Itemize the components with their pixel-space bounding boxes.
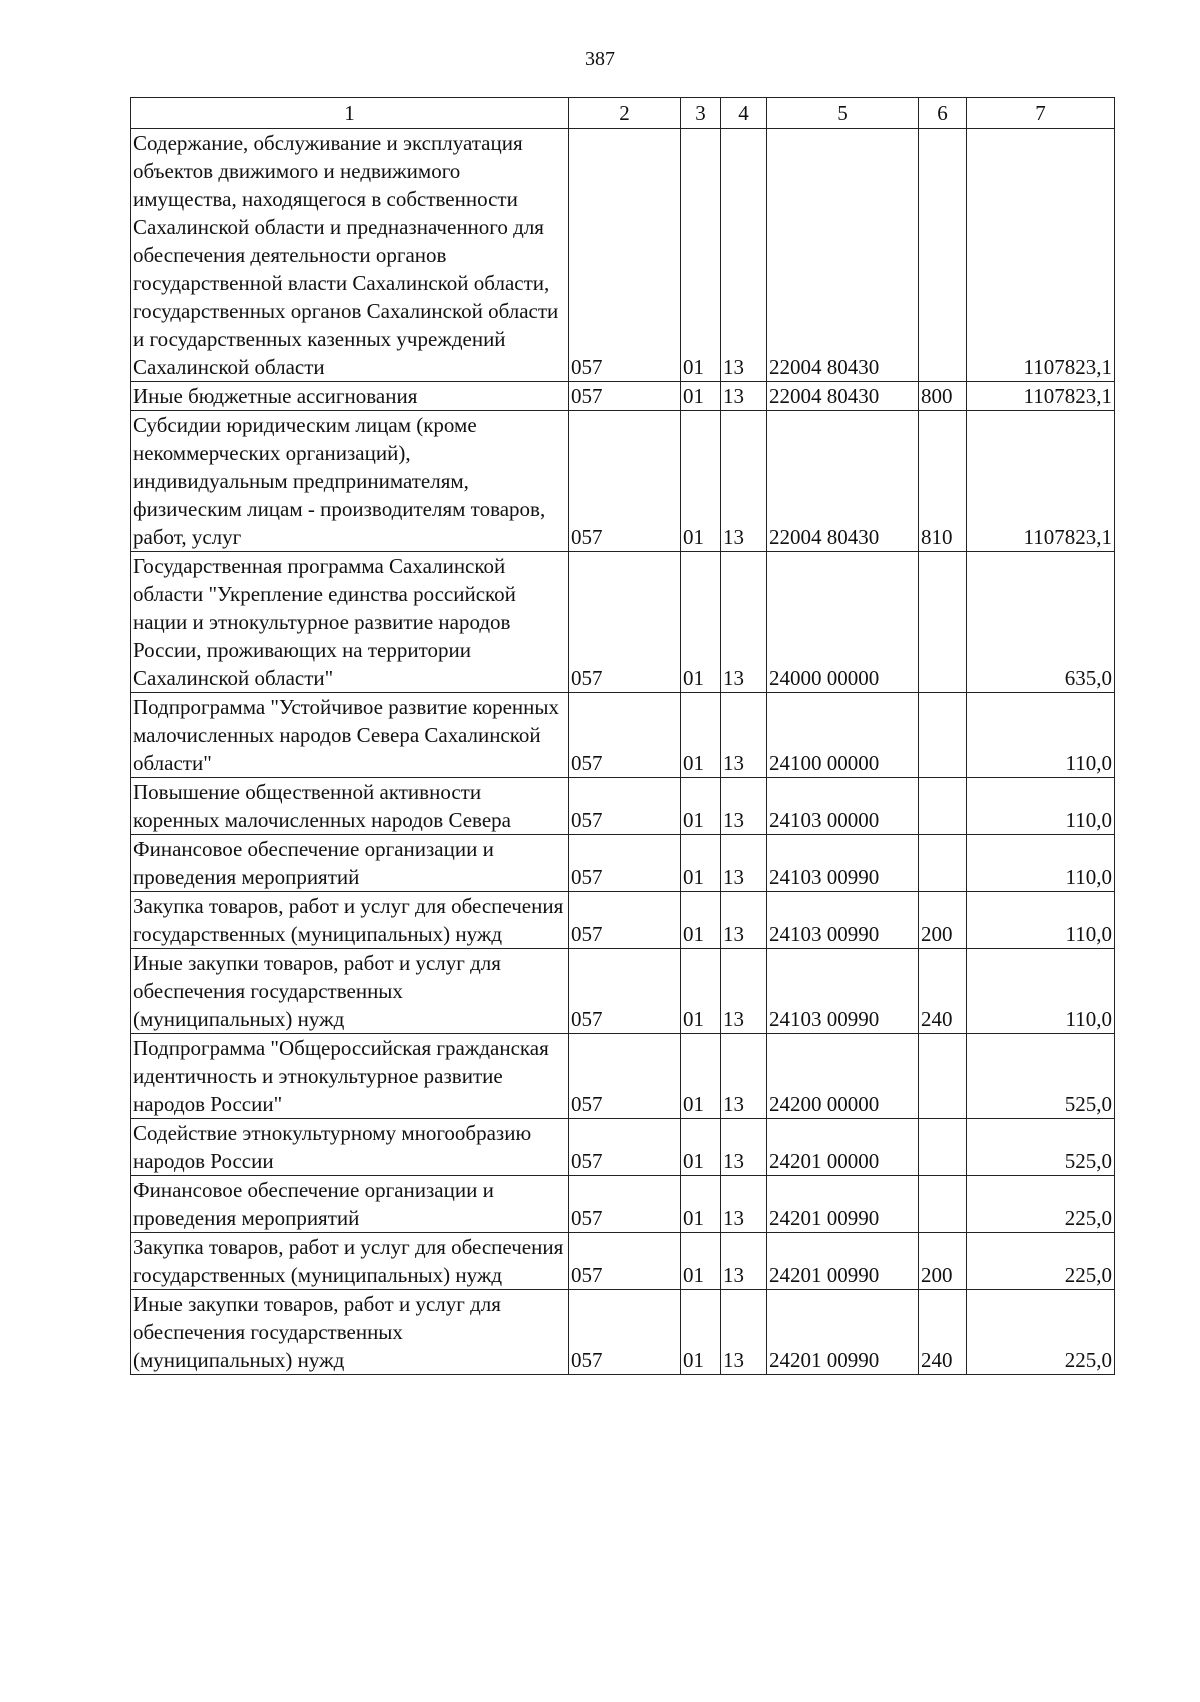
row-expense-type-cell: 810 — [919, 411, 967, 552]
row-amount-cell: 225,0 — [967, 1176, 1115, 1233]
row-expense-type-cell — [919, 129, 967, 382]
row-grbs-cell: 057 — [569, 552, 681, 693]
row-grbs-cell: 057 — [569, 778, 681, 835]
row-amount-cell: 110,0 — [967, 835, 1115, 892]
row-target-code-cell: 24201 00990 — [767, 1233, 919, 1290]
table-row — [131, 1176, 1115, 1233]
row-grbs-cell: 057 — [569, 693, 681, 778]
row-section-cell: 01 — [681, 129, 721, 382]
row-target-code-cell: 24103 00000 — [767, 778, 919, 835]
table-row — [131, 552, 1115, 693]
table-header-row — [131, 98, 1115, 129]
row-target-code-cell: 24000 00000 — [767, 552, 919, 693]
row-section-cell: 01 — [681, 1176, 721, 1233]
row-amount-cell: 225,0 — [967, 1233, 1115, 1290]
row-subsection-cell: 13 — [721, 949, 767, 1034]
row-grbs-cell: 057 — [569, 129, 681, 382]
row-name-cell: Иные закупки товаров, работ и услуг для обеспечения государственных (муниципальных) нужд — [131, 949, 569, 1034]
row-name-cell: Иные бюджетные ассигнования — [131, 382, 569, 411]
row-section-cell: 01 — [681, 1290, 721, 1375]
row-expense-type-cell — [919, 778, 967, 835]
row-target-code-cell: 24201 00990 — [767, 1290, 919, 1375]
row-subsection-cell: 13 — [721, 835, 767, 892]
row-name-cell: Подпрограмма "Общероссийская гражданская идентичность и этнокультурное развитие народов России" — [131, 1034, 569, 1119]
row-name-cell: Государственная программа Сахалинской области "Укрепление единства российской нации и этнокультурное развитие народов России, проживающих на территории Сахалинской области" — [131, 552, 569, 693]
row-target-code-cell: 24103 00990 — [767, 835, 919, 892]
row-name-cell: Содействие этнокультурному многообразию народов России — [131, 1119, 569, 1176]
row-amount-cell: 1107823,1 — [967, 129, 1115, 382]
table-row — [131, 949, 1115, 1034]
row-target-code-cell: 24100 00000 — [767, 693, 919, 778]
row-amount-cell: 1107823,1 — [967, 411, 1115, 552]
row-target-code-cell: 24103 00990 — [767, 949, 919, 1034]
row-expense-type-cell — [919, 552, 967, 693]
row-expense-type-cell: 240 — [919, 1290, 967, 1375]
row-grbs-cell: 057 — [569, 1290, 681, 1375]
row-amount-cell: 110,0 — [967, 778, 1115, 835]
table-row — [131, 835, 1115, 892]
row-amount-cell: 635,0 — [967, 552, 1115, 693]
row-section-cell: 01 — [681, 411, 721, 552]
row-section-cell: 01 — [681, 1034, 721, 1119]
row-name-cell: Подпрограмма "Устойчивое развитие коренных малочисленных народов Севера Сахалинской области" — [131, 693, 569, 778]
row-grbs-cell: 057 — [569, 1119, 681, 1176]
row-section-cell: 01 — [681, 1119, 721, 1176]
row-section-cell: 01 — [681, 693, 721, 778]
row-subsection-cell: 13 — [721, 693, 767, 778]
row-name-cell: Субсидии юридическим лицам (кроме некоммерческих организаций), индивидуальным предпринимателям, физическим лицам - производителям товаров, работ, услуг — [131, 411, 569, 552]
row-name-cell: Финансовое обеспечение организации и проведения мероприятий — [131, 1176, 569, 1233]
table-row — [131, 693, 1115, 778]
row-target-code-cell: 24201 00000 — [767, 1119, 919, 1176]
row-subsection-cell: 13 — [721, 778, 767, 835]
row-name-cell: Иные закупки товаров, работ и услуг для обеспечения государственных (муниципальных) нужд — [131, 1290, 569, 1375]
row-section-cell: 01 — [681, 1233, 721, 1290]
row-target-code-cell: 24103 00990 — [767, 892, 919, 949]
table-row — [131, 411, 1115, 552]
row-target-code-cell: 22004 80430 — [767, 382, 919, 411]
row-subsection-cell: 13 — [721, 892, 767, 949]
row-target-code-cell: 24201 00990 — [767, 1176, 919, 1233]
row-subsection-cell: 13 — [721, 1233, 767, 1290]
table-row — [131, 1233, 1115, 1290]
row-section-cell: 01 — [681, 778, 721, 835]
row-amount-cell: 525,0 — [967, 1034, 1115, 1119]
table-body — [131, 129, 1115, 1375]
row-target-code-cell: 22004 80430 — [767, 411, 919, 552]
row-section-cell: 01 — [681, 552, 721, 693]
row-section-cell: 01 — [681, 835, 721, 892]
row-subsection-cell: 13 — [721, 1034, 767, 1119]
column-header: 2 — [569, 98, 681, 129]
row-expense-type-cell — [919, 1176, 967, 1233]
table-row — [131, 1034, 1115, 1119]
row-name-cell: Повышение общественной активности коренных малочисленных народов Севера — [131, 778, 569, 835]
table-row — [131, 1290, 1115, 1375]
row-grbs-cell: 057 — [569, 1233, 681, 1290]
row-expense-type-cell — [919, 835, 967, 892]
row-expense-type-cell — [919, 1119, 967, 1176]
row-target-code-cell: 24200 00000 — [767, 1034, 919, 1119]
row-grbs-cell: 057 — [569, 1034, 681, 1119]
row-amount-cell: 225,0 — [967, 1290, 1115, 1375]
column-header: 5 — [767, 98, 919, 129]
row-target-code-cell: 22004 80430 — [767, 129, 919, 382]
row-name-cell: Финансовое обеспечение организации и проведения мероприятий — [131, 835, 569, 892]
row-amount-cell: 110,0 — [967, 892, 1115, 949]
table-row — [131, 1119, 1115, 1176]
row-name-cell: Закупка товаров, работ и услуг для обеспечения государственных (муниципальных) нужд — [131, 892, 569, 949]
row-grbs-cell: 057 — [569, 892, 681, 949]
row-expense-type-cell: 240 — [919, 949, 967, 1034]
table-row — [131, 892, 1115, 949]
row-grbs-cell: 057 — [569, 411, 681, 552]
row-name-cell: Содержание, обслуживание и эксплуатация объектов движимого и недвижимого имущества, находящегося в собственности Сахалинской области и предназначенного для обеспечения деятельности органов государственной власти Сахалинской области, государственных органов Сахалинской области и государственных казенных учреждений Сахалинской области — [131, 129, 569, 382]
row-expense-type-cell: 800 — [919, 382, 967, 411]
row-grbs-cell: 057 — [569, 382, 681, 411]
column-header: 4 — [721, 98, 767, 129]
row-expense-type-cell — [919, 1034, 967, 1119]
row-section-cell: 01 — [681, 382, 721, 411]
row-amount-cell: 110,0 — [967, 693, 1115, 778]
row-grbs-cell: 057 — [569, 949, 681, 1034]
row-name-cell: Закупка товаров, работ и услуг для обеспечения государственных (муниципальных) нужд — [131, 1233, 569, 1290]
column-header: 6 — [919, 98, 967, 129]
row-subsection-cell: 13 — [721, 411, 767, 552]
page-number: 387 — [585, 48, 615, 70]
row-expense-type-cell: 200 — [919, 1233, 967, 1290]
row-expense-type-cell: 200 — [919, 892, 967, 949]
row-amount-cell: 1107823,1 — [967, 382, 1115, 411]
row-subsection-cell: 13 — [721, 382, 767, 411]
row-expense-type-cell — [919, 693, 967, 778]
row-amount-cell: 110,0 — [967, 949, 1115, 1034]
row-grbs-cell: 057 — [569, 1176, 681, 1233]
table-row — [131, 129, 1115, 382]
row-subsection-cell: 13 — [721, 552, 767, 693]
row-subsection-cell: 13 — [721, 1119, 767, 1176]
row-subsection-cell: 13 — [721, 1290, 767, 1375]
table-row — [131, 382, 1115, 411]
row-amount-cell: 525,0 — [967, 1119, 1115, 1176]
table-row — [131, 778, 1115, 835]
column-header: 7 — [967, 98, 1115, 129]
column-header: 1 — [131, 98, 569, 129]
row-section-cell: 01 — [681, 949, 721, 1034]
row-subsection-cell: 13 — [721, 129, 767, 382]
row-subsection-cell: 13 — [721, 1176, 767, 1233]
column-header: 3 — [681, 98, 721, 129]
row-section-cell: 01 — [681, 892, 721, 949]
row-grbs-cell: 057 — [569, 835, 681, 892]
budget-table — [130, 97, 1115, 1375]
